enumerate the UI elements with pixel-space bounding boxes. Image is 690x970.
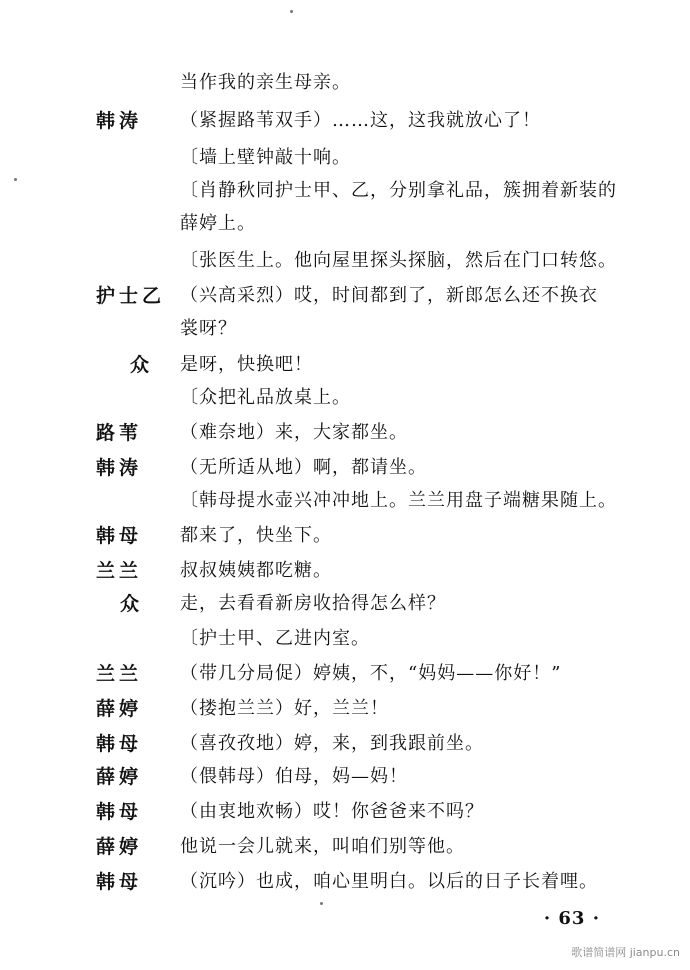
script-line [0,832,690,862]
speaker-name: 路苇 [96,422,143,444]
speaker-name: 众 [120,593,144,615]
speaker-name: 护士乙 [96,285,166,307]
page-number: · 63 · [543,908,600,929]
stage-direction: 〔众把礼品放桌上。 [180,387,351,408]
script-line [0,68,690,98]
line-text: （由衷地欢畅）哎！你爸爸来不吗？ [180,801,484,822]
line-text: 走，去看看新房收拾得怎么样？ [180,593,446,614]
script-line [0,418,690,448]
script-line [0,383,690,413]
print-speck [320,902,323,905]
script-line [0,106,690,136]
script-line [0,176,690,206]
script-line [0,143,690,173]
script-line [0,350,690,380]
print-speck [14,178,17,181]
speaker-name: 薛婷 [96,836,143,858]
script-line [0,521,690,551]
stage-direction: 〔墙上壁钟敲十响。 [180,147,351,168]
script-line [0,867,690,897]
watermark: 歌谱简谱网 jianpu.cn [571,946,680,959]
line-text: （搂抱兰兰）好，兰兰！ [180,698,389,719]
stage-direction: 〔韩母提水壶兴冲冲地上。兰兰用盘子端糖果随上。 [180,490,617,511]
line-text: 叔叔姨姨都吃糖。 [180,560,332,581]
line-text: （偎韩母）伯母，妈—妈！ [180,766,408,787]
speaker-name: 韩母 [96,801,143,823]
line-text: （喜孜孜地）婷，来，到我跟前坐。 [180,733,484,754]
line-text: （沉吟）也成，咱心里明白。以后的日子长着哩。 [180,871,598,892]
script-line [0,729,690,759]
script-line [0,762,690,792]
line-text: （紧握路苇双手）……这，这我就放心了！ [180,110,541,131]
line-text: 当作我的亲生母亲。 [180,72,351,93]
script-line [0,486,690,516]
speaker-name: 薛婷 [96,698,143,720]
stage-direction: 〔张医生上。他向屋里探头探脑，然后在门口转悠。 [180,250,617,271]
line-text: （难奈地）来，大家都坐。 [180,422,408,443]
script-line [0,556,690,586]
script-line [0,453,690,483]
stage-direction: 〔护士甲、乙进内室。 [180,628,370,649]
speaker-name: 韩涛 [96,110,143,132]
stage-direction: 薛婷上。 [180,213,256,234]
speaker-name: 韩母 [96,871,143,893]
script-line [0,694,690,724]
script-line [0,246,690,276]
script-line [0,589,690,619]
speaker-name: 众 [130,354,154,376]
stage-direction: 〔肖静秋同护士甲、乙，分别拿礼品，簇拥着新装的 [180,180,617,201]
speaker-name: 兰兰 [96,663,143,685]
line-text: 裳呀？ [180,318,237,339]
script-line [0,281,690,311]
line-text: 都来了，快坐下。 [180,525,332,546]
print-speck [290,10,293,13]
speaker-name: 薛婷 [96,766,143,788]
script-line [0,209,690,239]
line-text: （无所适从地）啊，都请坐。 [180,457,427,478]
line-text: 他说一会儿就来，叫咱们别等他。 [180,836,465,857]
speaker-name: 韩涛 [96,457,143,479]
speaker-name: 韩母 [96,525,143,547]
line-text: 是呀，快换吧！ [180,354,313,375]
speaker-name: 兰兰 [96,560,143,582]
script-line [0,659,690,689]
script-line [0,624,690,654]
line-text: （兴高采烈）哎，时间都到了，新郎怎么还不换衣 [180,285,598,306]
script-line [0,797,690,827]
script-line [0,314,690,344]
line-text: （带几分局促）婷姨，不，“妈妈——你好！” [180,663,562,684]
speaker-name: 韩母 [96,733,143,755]
